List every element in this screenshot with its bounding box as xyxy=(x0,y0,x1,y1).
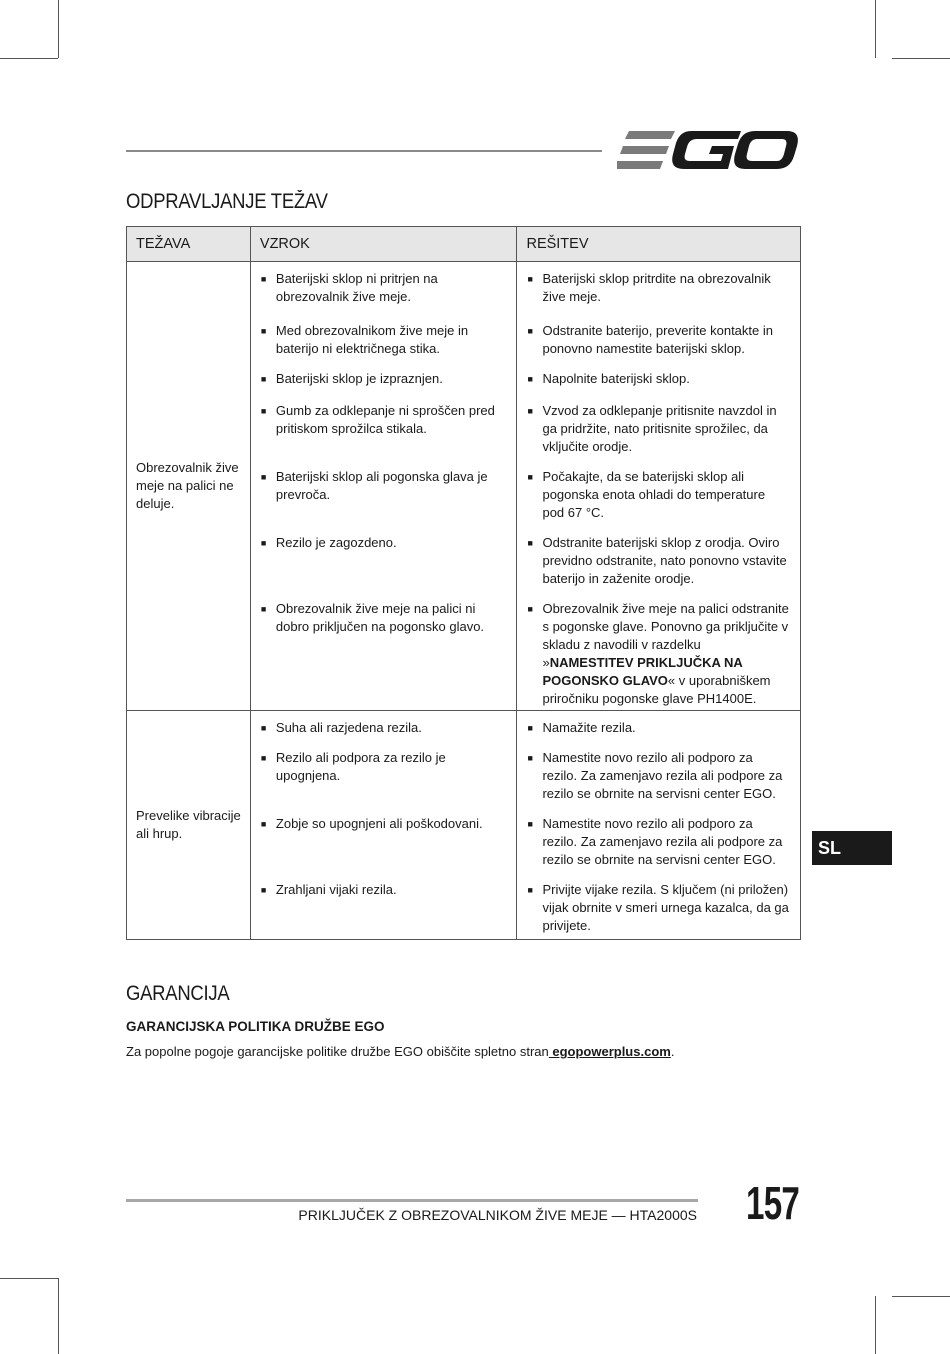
bullet-icon: ■ xyxy=(527,373,533,384)
bullet-icon: ■ xyxy=(527,537,533,548)
bullet-icon: ■ xyxy=(260,603,267,614)
solution-text: Namestite novo rezilo ali podporo za rezilo. Za zamenjavo rezila ali podpore za rezilo se obrnite na servisni center EGO. xyxy=(542,749,783,801)
warranty-paragraph xyxy=(126,1044,674,1059)
bullet-icon: ■ xyxy=(260,818,267,829)
solution-text: Odstranite baterijo, preverite kontakte in ponovno namestite baterijski sklop. xyxy=(542,322,773,356)
problem-cell: Obrezovalnik žive meje na palici ne deluje. xyxy=(127,262,251,711)
bullet-icon: ■ xyxy=(260,325,267,336)
warranty-subtitle: GARANCIJSKA POLITIKA DRUŽBE EGO xyxy=(126,1019,385,1034)
cause-text: Baterijski sklop ali pogonska glava je prevroča. xyxy=(275,468,488,502)
bullet-icon: ■ xyxy=(260,884,267,895)
column-header-problem: TEŽAVA xyxy=(127,227,251,262)
warranty-text: Za popolne pogoje garancijske politike družbe EGO obiščite spletno stran xyxy=(126,1044,549,1059)
solution-bold-reference: NAMESTITEV PRIKLJUČKA NA POGONSKO GLAVO xyxy=(542,654,743,688)
warranty-title: GARANCIJA xyxy=(126,982,230,1005)
solution-text: Namestite novo rezilo ali podporo za rezilo. Za zamenjavo rezila ali podpore za rezilo se obrnite na servisni center EGO. xyxy=(542,815,783,867)
solution-text: Privijte vijake rezila. S ključem (ni priložen) vijak obrnite v smeri urnega kazalca, da ga privijete. xyxy=(542,881,789,933)
problem-cell: Prevelike vibracije ali hrup. xyxy=(127,710,251,939)
crop-mark xyxy=(0,58,58,59)
footer-rule xyxy=(126,1199,698,1202)
bullet-icon: ■ xyxy=(260,373,267,384)
crop-mark xyxy=(892,1296,950,1297)
solution-text: Vzvod za odklepanje pritisnite navzdol in ga pridržite, nato pritisnite sprožilec, da vključite orodje. xyxy=(542,402,777,454)
cause-text: Rezilo je zagozdeno. xyxy=(275,534,397,550)
bullet-icon: ■ xyxy=(527,603,533,614)
table-row xyxy=(127,710,801,737)
cause-text: Zrahljani vijaki rezila. xyxy=(275,881,397,897)
bullet-icon: ■ xyxy=(527,325,533,336)
column-header-cause: VZROK xyxy=(250,227,517,262)
cause-text: Med obrezovalnikom žive meje in baterijo ni električnega stika. xyxy=(275,322,469,356)
footer-title: PRIKLJUČEK Z OBREZOVALNIKOM ŽIVE MEJE — HTA2000S xyxy=(298,1207,697,1223)
bullet-icon: ■ xyxy=(527,752,533,763)
column-header-solution: REŠITEV xyxy=(517,227,801,262)
bullet-icon: ■ xyxy=(527,274,533,284)
bullet-icon: ■ xyxy=(527,884,533,895)
language-tab: SL xyxy=(812,831,892,865)
crop-mark xyxy=(58,0,59,58)
bullet-icon: ■ xyxy=(260,537,267,548)
crop-mark xyxy=(875,0,876,58)
solution-text: Napolnite baterijski sklop. xyxy=(542,370,690,386)
warranty-end: . xyxy=(670,1044,675,1059)
cause-text: Rezilo ali podpora za rezilo je upognjena. xyxy=(275,749,446,783)
crop-mark xyxy=(0,1278,58,1279)
cause-text: Obrezovalnik žive meje na palici ni dobro priključen na pogonsko glavo. xyxy=(275,600,485,634)
bullet-icon: ■ xyxy=(260,471,267,482)
crop-mark xyxy=(58,1278,59,1354)
solution-text: Počakajte, da se baterijski sklop ali pogonska enota ohladi do temperature pod 67 °C. xyxy=(542,468,766,520)
table-row xyxy=(127,262,801,310)
cause-text: Zobje so upognjeni ali poškodovani. xyxy=(275,815,483,831)
page-number: 157 xyxy=(746,1177,800,1229)
bullet-icon: ■ xyxy=(527,722,533,733)
cause-text: Baterijski sklop ni pritrjen na obrezovalnik žive meje. xyxy=(275,271,438,304)
solution-text: Namažite rezila. xyxy=(542,719,636,735)
ego-logo xyxy=(617,128,799,172)
bullet-icon: ■ xyxy=(527,818,533,829)
cause-text: Suha ali razjedena rezila. xyxy=(275,719,422,735)
bullet-icon: ■ xyxy=(527,471,533,482)
bullet-icon: ■ xyxy=(260,405,267,416)
solution-text: Odstranite baterijski sklop z orodja. Oviro previdno odstranite, nato ponovno vstavite baterijo in zaženite orodje. xyxy=(542,534,787,586)
troubleshooting-table xyxy=(126,226,801,940)
crop-mark xyxy=(875,1296,876,1354)
solution-text: Baterijski sklop pritrdite na obrezovalnik žive meje. xyxy=(542,271,771,304)
crop-mark xyxy=(892,58,950,59)
bullet-icon: ■ xyxy=(527,405,533,416)
solution-text: Obrezovalnik žive meje na palici odstranite s pogonske glave. Ponovno ga priključite v skladu z navodili v razdelku »NAMESTITEV PRIKLJUČKA NA POGONSKO GLAVO« v uporabniškem priročniku pogonske glave PH1400E. xyxy=(542,600,789,706)
header-rule xyxy=(126,150,602,152)
bullet-icon: ■ xyxy=(260,752,267,763)
cause-text: Baterijski sklop je izpraznjen. xyxy=(275,370,443,386)
cause-text: Gumb za odklepanje ni sproščen pred pritiskom sprožilca stikala. xyxy=(275,402,495,436)
warranty-link[interactable]: egopowerplus.com xyxy=(548,1044,671,1059)
bullet-icon: ■ xyxy=(260,274,267,284)
troubleshooting-title: ODPRAVLJANJE TEŽAV xyxy=(126,190,328,213)
bullet-icon: ■ xyxy=(260,722,267,733)
